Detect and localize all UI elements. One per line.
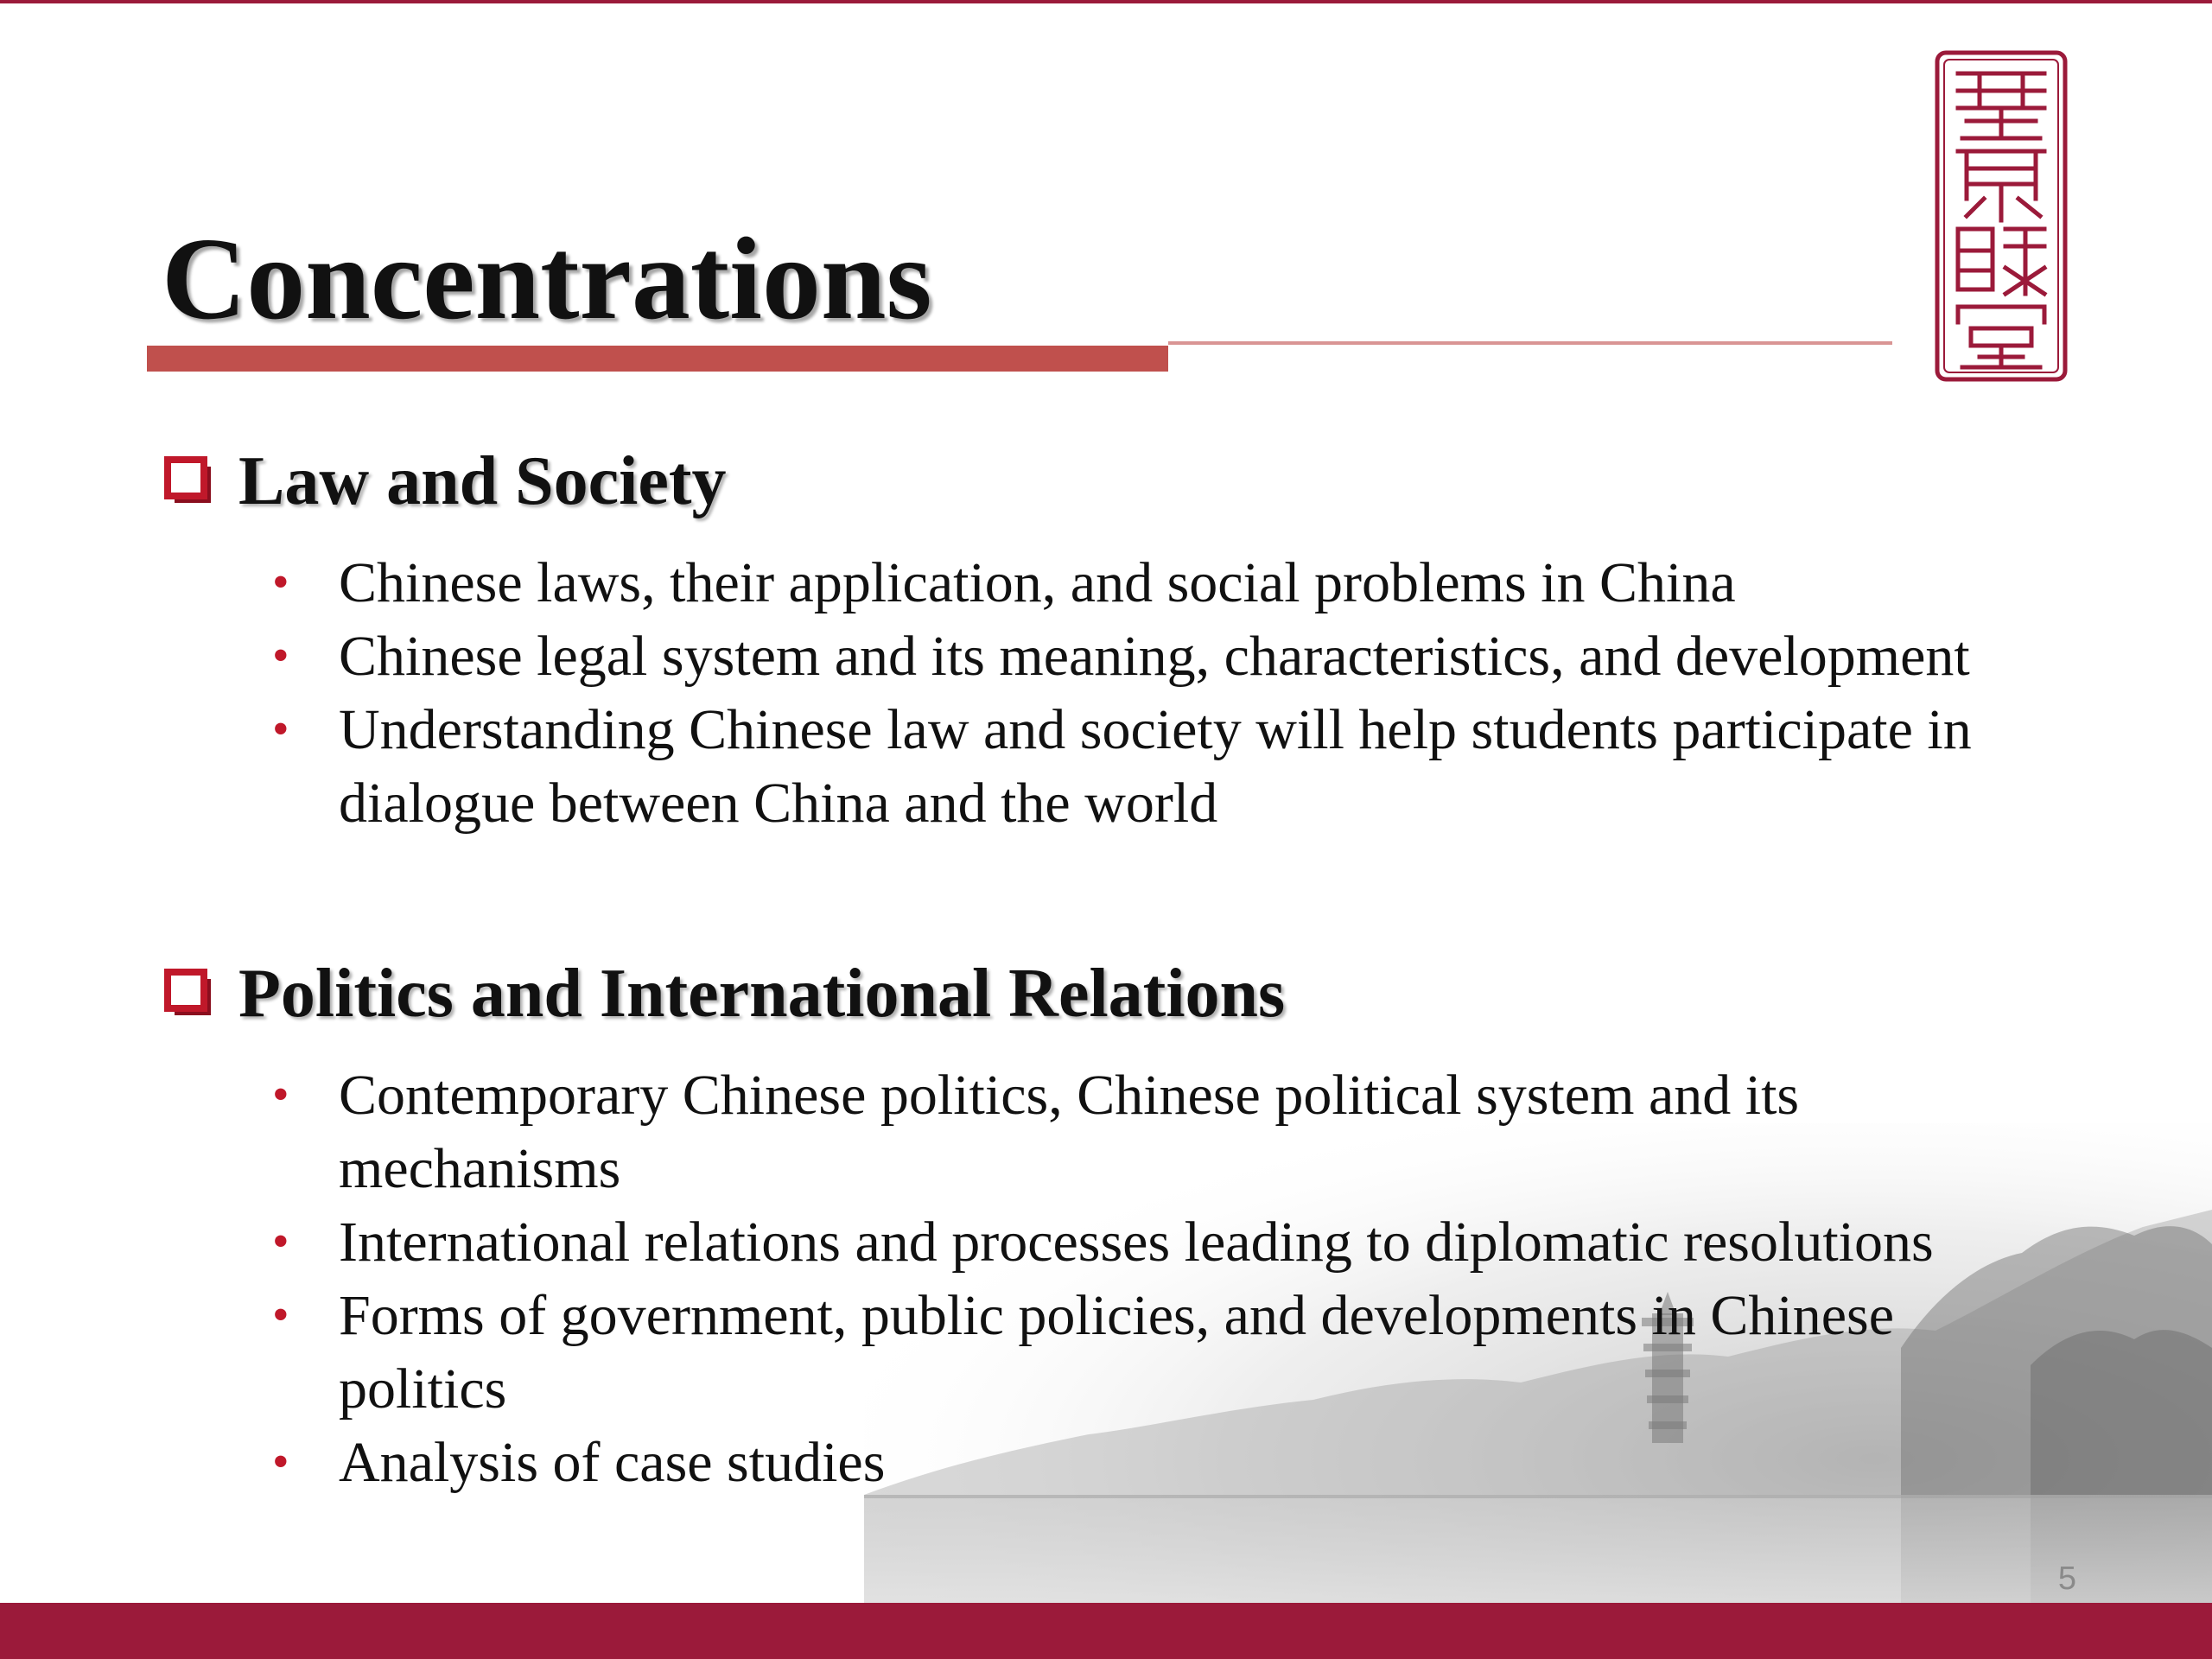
bullet-text: Chinese legal system and its meaning, characteristics, and development xyxy=(339,625,1970,688)
bullet-icon: • xyxy=(272,1435,289,1489)
top-border-line xyxy=(0,0,2212,3)
slide-title: Concentrations xyxy=(162,214,932,344)
bullet-icon: • xyxy=(272,1288,289,1342)
list-item xyxy=(259,546,2074,620)
bullet-icon: • xyxy=(272,629,289,683)
bottom-brand-band xyxy=(0,1603,2212,1659)
title-underline-thick xyxy=(147,346,1168,372)
list-item xyxy=(259,693,2074,840)
bullet-text: Chinese laws, their application, and social problems in China xyxy=(339,551,1736,614)
list-item xyxy=(259,1058,2074,1205)
bullet-list-law-and-society xyxy=(259,546,2074,840)
bullet-list-politics-and-international-relations xyxy=(259,1058,2074,1499)
bullet-icon: • xyxy=(272,702,289,756)
bullet-icon: • xyxy=(272,1215,289,1268)
bullet-text: International relations and processes leading to diplomatic resolutions xyxy=(339,1211,1934,1274)
page-number: 5 xyxy=(2057,1560,2076,1597)
list-item xyxy=(259,1426,2074,1499)
bullet-icon: • xyxy=(272,1068,289,1122)
section-heading-text: Politics and International Relations xyxy=(238,956,1286,1032)
bullet-text: Analysis of case studies xyxy=(339,1431,886,1494)
seal-stamp-icon xyxy=(1932,48,2070,385)
section-heading-text: Law and Society xyxy=(238,443,727,519)
checkbox-icon xyxy=(164,456,214,506)
bullet-text: Contemporary Chinese politics, Chinese political system and its mechanisms xyxy=(339,1064,1800,1200)
bullet-text: Understanding Chinese law and society will help students participate in dialogue between China and the world xyxy=(339,698,1972,835)
list-item xyxy=(259,1279,2074,1426)
section-heading-law-and-society xyxy=(164,443,727,519)
list-item xyxy=(259,620,2074,693)
list-item xyxy=(259,1205,2074,1279)
title-underline-thin xyxy=(1168,341,1892,345)
bullet-icon: • xyxy=(272,556,289,609)
section-heading-politics-and-international-relations xyxy=(164,956,1286,1032)
checkbox-icon xyxy=(164,969,214,1019)
bullet-text: Forms of government, public policies, and developments in Chinese politics xyxy=(339,1284,1895,1421)
